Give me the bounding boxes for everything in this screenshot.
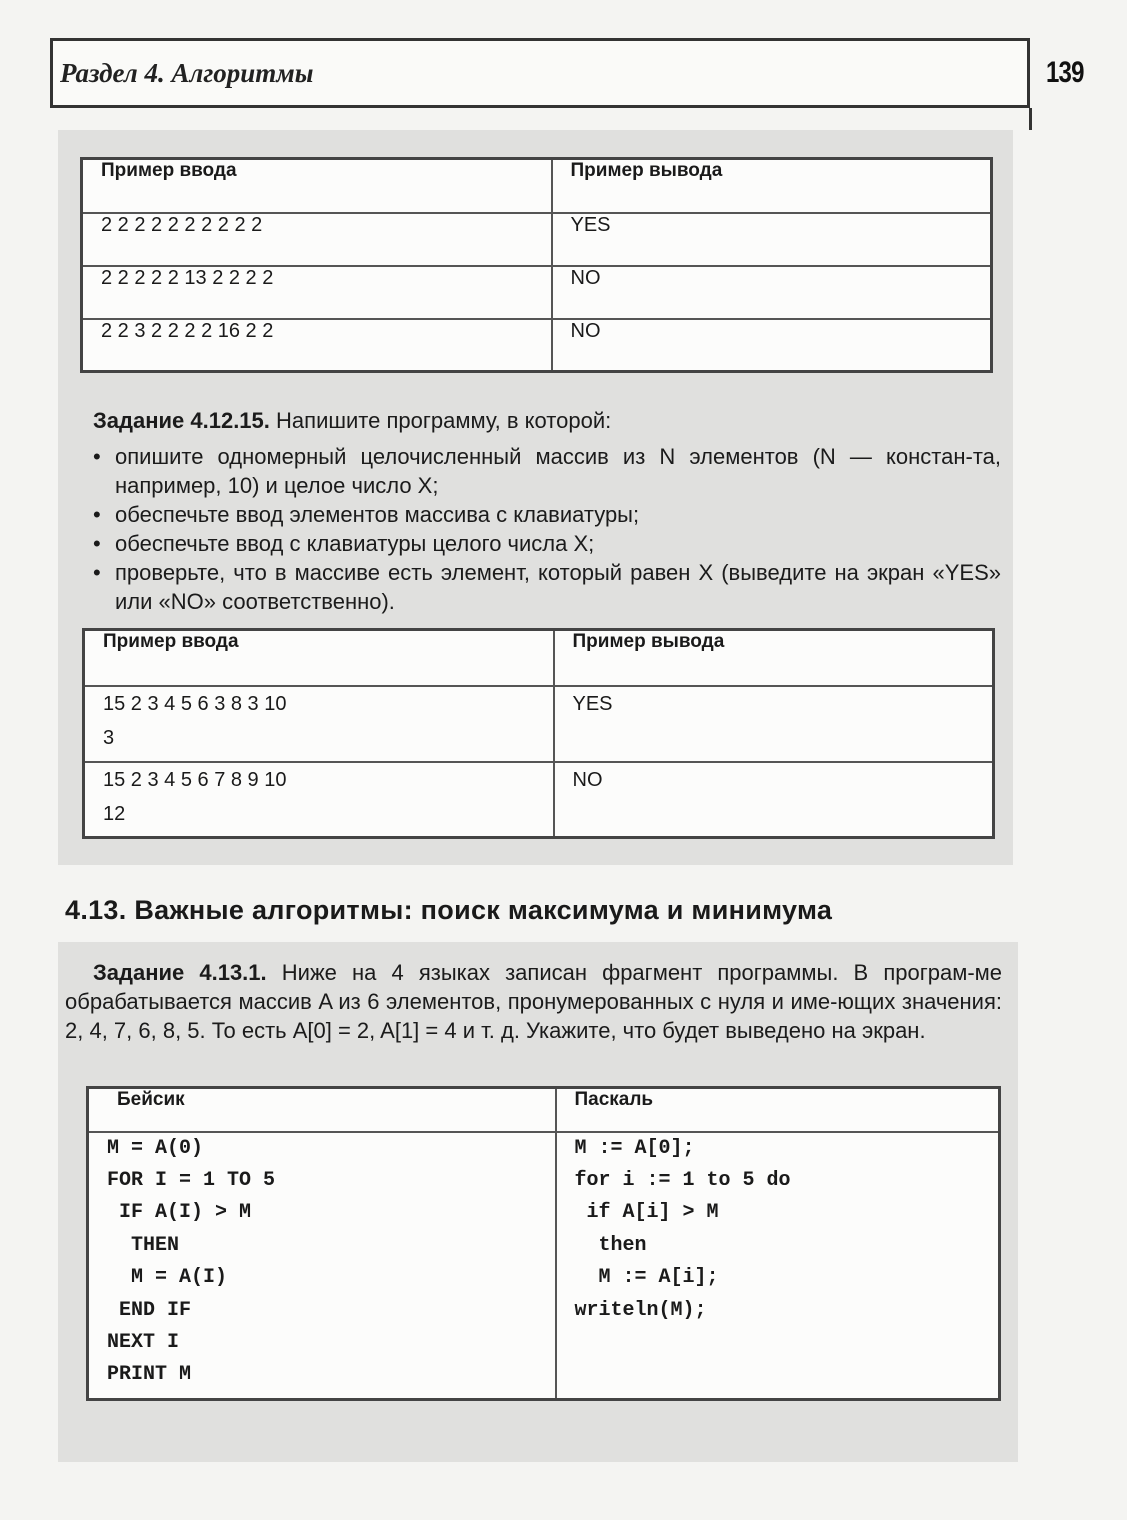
code-line: THEN [107,1233,180,1257]
task-label: Задание 4.12.15. [93,408,270,433]
bullet-icon: • [93,444,101,469]
table-header-row [84,630,994,686]
code-line: M := A[i]; [574,1266,719,1290]
table-row [84,686,994,762]
code-line: M = A(0) [107,1136,204,1160]
output-cell: NO [554,762,994,838]
input-cell [84,762,554,838]
task-intro-text: Напишите программу, в которой: [276,408,612,433]
input-line: 15 2 3 4 5 6 7 8 9 10 [103,768,287,791]
list-item: • обеспечьте ввод элементов массива с клавиатуры; [93,502,640,527]
code-line: M = A(I) [107,1266,228,1290]
table-header-row [82,159,992,213]
header-output: Пример вывода [552,159,992,213]
header-output: Пример вывода [554,630,994,686]
header-input: Пример ввода [82,159,552,213]
output-cell: NO [552,266,992,319]
table-row [82,319,992,372]
pascal-code-cell [556,1132,1000,1400]
code-line: FOR I = 1 TO 5 [107,1168,276,1192]
bullet-icon: • [93,502,101,527]
code-line: M := A[0]; [574,1136,695,1160]
code-line: writeln(M); [574,1298,707,1322]
table-row [82,213,992,266]
task-body-text: Ниже на 4 языках записан фрагмент программы. В програм-ме обрабатывается массив A из 6 элементов, пронумерованных с нуля и име-ющих значения: 2, 4, 7, 6, 8, 5. То есть A[0] = 2, A[1] = 4 и т. д. Укажите, что будет выведено на экран. [65,960,1003,1043]
page-number: 139 [1046,56,1084,89]
task-bullet-list [93,442,1001,616]
basic-code-cell [88,1132,556,1400]
section-heading: 4.13. Важные алгоритмы: поиск максимума и минимума [65,895,833,925]
input-line: 12 [103,802,126,825]
code-line: then [574,1233,647,1257]
code-line: PRINT M [107,1363,192,1387]
code-line: NEXT I [107,1330,180,1354]
bullet-icon: • [93,560,101,585]
input-line: 3 [103,726,115,749]
task-4-13-1-text [65,958,1002,1045]
code-line: if A[i] > M [574,1201,719,1225]
header-pascal: Паскаль [556,1088,1000,1132]
table-header-row [88,1088,1000,1132]
list-item: • опишите одномерный целочисленный массив из N элементов (N — констан-та, например, 10) и целое число X; [93,444,1001,498]
table-row [84,762,994,838]
header-basic: Бейсик [88,1088,556,1132]
example-table-1 [80,157,993,373]
output-cell: NO [552,319,992,372]
output-cell: YES [554,686,994,762]
output-cell: YES [552,213,992,266]
header-input: Пример ввода [84,630,554,686]
list-item: • проверьте, что в массиве есть элемент, который равен X (выведите на экран «YES» или «NO» соответственно). [93,560,1001,614]
input-line: 15 2 3 4 5 6 3 8 3 10 [103,692,287,715]
input-cell: 2 2 3 2 2 2 2 16 2 2 [82,319,552,372]
table-row [82,266,992,319]
section-running-title: Раздел 4. Алгоритмы [60,58,314,88]
code-line: IF A(I) > M [107,1201,252,1225]
header-divider [1029,108,1032,130]
table-row [88,1132,1000,1400]
input-cell: 2 2 2 2 2 13 2 2 2 2 [82,266,552,319]
input-cell [84,686,554,762]
code-table [86,1086,1001,1401]
list-item: • обеспечьте ввод с клавиатуры целого числа X; [93,531,595,556]
code-line: END IF [107,1298,192,1322]
example-table-2 [82,628,995,839]
task-4-12-15-intro [93,406,998,435]
task-label: Задание 4.13.1. [93,960,267,985]
code-line: for i := 1 to 5 do [574,1168,791,1192]
input-cell: 2 2 2 2 2 2 2 2 2 2 [82,213,552,266]
bullet-icon: • [93,531,101,556]
